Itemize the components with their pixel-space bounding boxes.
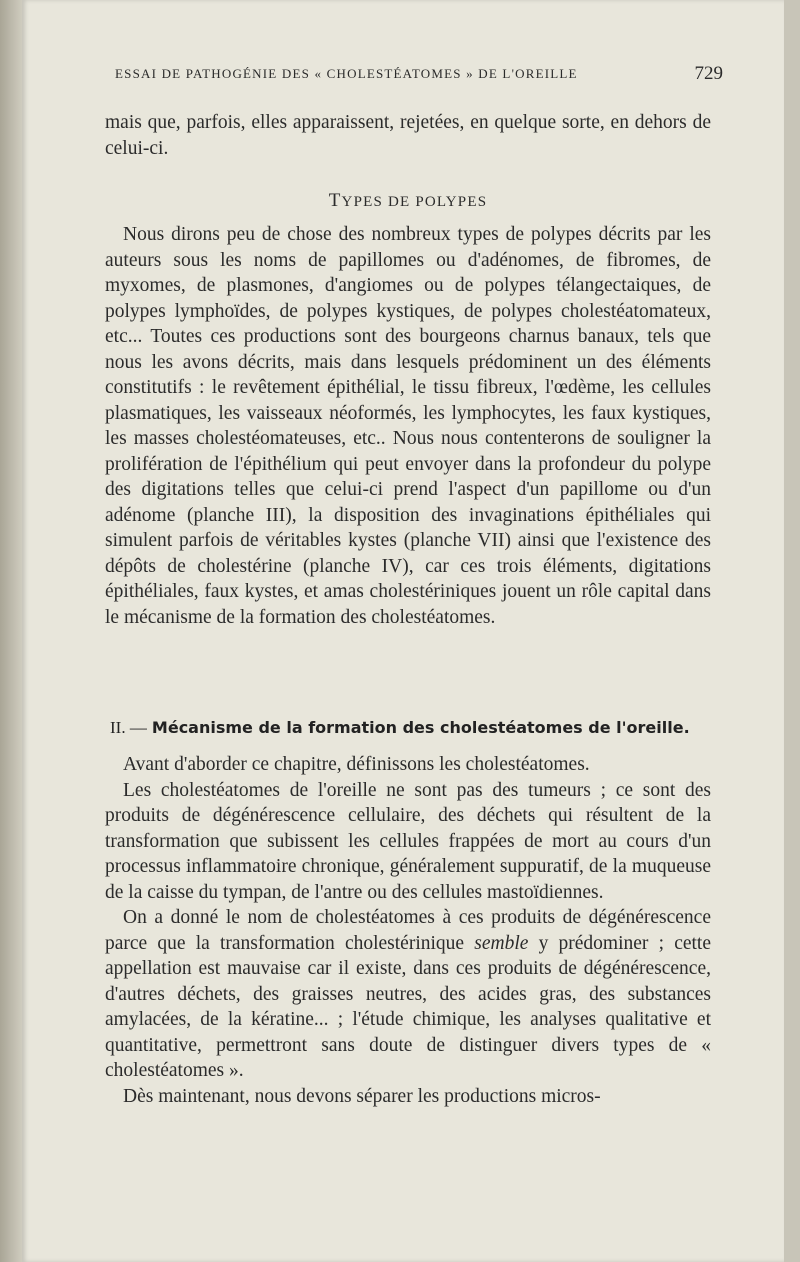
section-title-rest: YPES DE POLYPES	[341, 194, 488, 210]
mechanism-paragraph-1: Avant d'aborder ce chapitre, définissons les cholestéatomes.	[123, 754, 590, 775]
mechanism-block	[105, 752, 711, 1109]
intro-paragraph: mais que, parfois, elles apparaissent, rejetées, en quelque sorte, en dehors de celui-ci.	[105, 112, 711, 159]
p3-after: y prédominer ; cette appellation est mauvaise car il existe, dans ces produits de dégénérescence, d'autres déchets, des graisses neutres, des acides gras, des substances amylacées, de la kératine... ; l'étude chimique, les analyses qualitative et quantitative, permettront sans doute de distinguer divers types de « cholestéatomes ».	[105, 932, 711, 1081]
section-heading-mechanism	[110, 718, 720, 738]
section-heading-text: Mécanisme de la formation des cholestéatomes de l'oreille.	[151, 718, 690, 737]
page-edge	[784, 0, 800, 1262]
p3-emphasis: semble	[474, 932, 529, 954]
book-spine-shadow	[0, 0, 22, 1262]
intro-block	[105, 110, 711, 161]
p3-before: On a donné le nom de cholestéatomes à ces produits de dégénérescence parce que la transformation cholestérinique	[105, 907, 711, 954]
types-block	[105, 222, 711, 630]
running-head-title: ESSAI DE PATHOGÉNIE DES « CHOLESTÉATOMES » DE L'OREILLE	[115, 66, 578, 81]
mechanism-paragraph-4: Dès maintenant, nous devons séparer les productions micros-	[123, 1085, 601, 1107]
section-title-initial: T	[328, 190, 342, 211]
running-head	[115, 63, 723, 84]
mechanism-paragraph-2: Les cholestéatomes de l'oreille ne sont pas des tumeurs ; ce sont des produits de dégénérescence cellulaire, des déchets qui résultent de la transformation que subissent les cellules frappées de mort au cours d'un processus inflammatoire chronique, généralement suppuratif, de la muqueuse de la caisse du tympan, de l'antre ou des cellules mastoïdiennes.	[105, 779, 711, 903]
page-number: 729	[694, 63, 723, 84]
types-paragraph: Nous dirons peu de chose des nombreux types de polypes décrits par les auteurs sous les noms de papillomes ou d'adénomes, de fibromes, de myxomes, de plasmones, d'angiomes ou de polypes télangectaiques, de polypes lymphoïdes, de polypes kystiques, de polypes cholestéatomateux, etc... Toutes ces productions sont des bourgeons charnus banaux, tels que nous les avons décrits, mais dans lesquels prédominent un des éléments constitutifs : le revêtement épithélial, le tissu fibreux, l'œdème, les cellules plasmatiques, les vaisseaux néoformés, les lymphocytes, les faux kystiques, les masses cholestéomateuses, etc.. Nous nous contenterons de souligner la prolifération de l'épithélium qui peut envoyer dans la profondeur du polype des digitations telles que celui-ci prend l'aspect d'un papillome ou d'un adénome (planche III), la disposition des invaginations épithéliales qui simulent parfois de véritables kystes (planche VII) ainsi que l'existence des dépôts de cholestérine (planche IV), car ces trois éléments, digitations épithéliales, faux kystes, et amas cholestériniques jouent un rôle capital dans le mécanisme de la formation des cholestéatomes.	[105, 224, 711, 628]
section-title-types	[105, 190, 711, 212]
section-heading-number: II. —	[110, 718, 147, 737]
mechanism-paragraph-3	[105, 905, 711, 1084]
